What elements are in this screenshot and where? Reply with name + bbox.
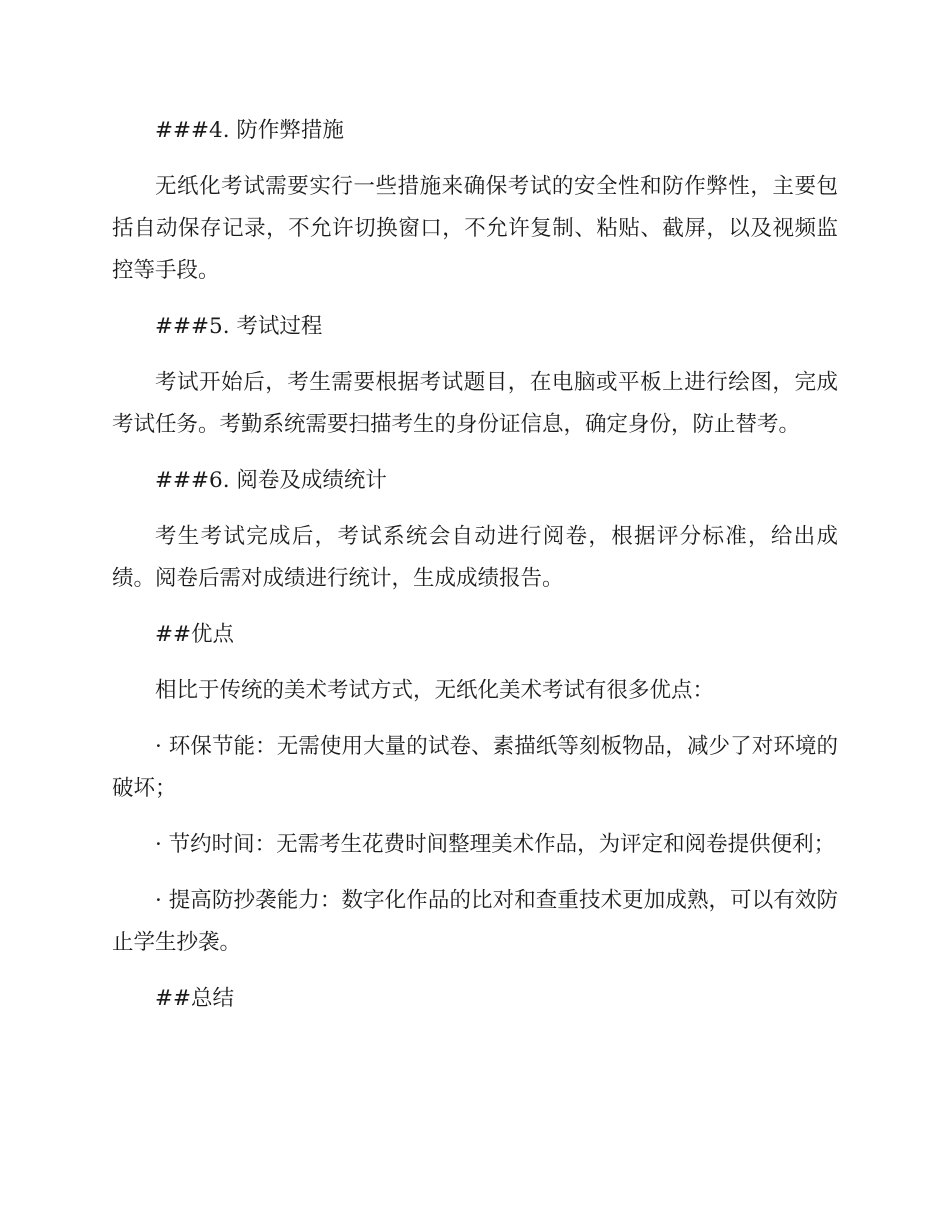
paragraph-anti-cheating: 无纸化考试需要实行一些措施来确保考试的安全性和防作弊性，主要包括自动保存记录，不允许切换窗口，不允许复制、粘贴、截屏，以及视频监控等手段。 [112,174,838,283]
paragraph-advantages-intro: 相比于传统的美术考试方式，无纸化美术考试有很多优点： [155,678,715,703]
section-heading-exam-process: ###5. 考试过程 [155,314,323,339]
list-item-eco: · 环保节能：无需使用大量的试卷、素描纸等刻板物品，减少了对环境的破坏； [112,734,838,801]
section-heading-advantages: ##优点 [155,622,235,647]
document-body [112,110,838,1034]
paragraph-exam-process: 考试开始后，考生需要根据考试题目，在电脑或平板上进行绘图，完成考试任务。考勤系统需要扫描考生的身份证信息，确定身份，防止替考。 [112,370,838,437]
paragraph-grading: 考生考试完成后，考试系统会自动进行阅卷，根据评分标准，给出成绩。阅卷后需对成绩进行统计，生成成绩报告。 [112,524,838,591]
section-heading-anti-cheating: ###4. 防作弊措施 [155,118,344,143]
list-item-time-saving: · 节约时间：无需考生花费时间整理美术作品，为评定和阅卷提供便利； [155,832,836,857]
section-heading-summary: ##总结 [155,986,235,1011]
list-item-anti-plagiarism: · 提高防抄袭能力：数字化作品的比对和查重技术更加成熟，可以有效防止学生抄袭。 [112,888,838,955]
section-heading-grading: ###6. 阅卷及成绩统计 [155,468,387,493]
